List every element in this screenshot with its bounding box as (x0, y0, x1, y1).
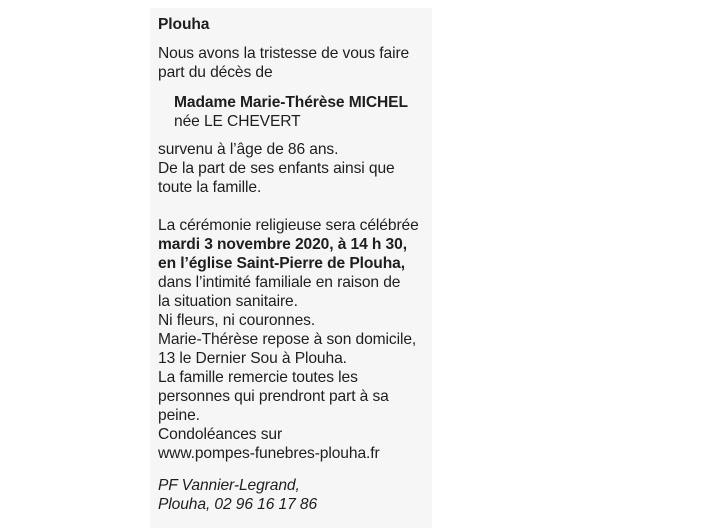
ceremony-date: mardi 3 novembre 2020, à 14 h 30, (158, 236, 407, 253)
ceremony-line-2: la situation sanitaire. (158, 293, 298, 310)
maiden-name: née LE CHEVERT (174, 113, 301, 130)
deceased-name: Madame Marie-Thérèse MICHEL (174, 94, 408, 111)
town-heading: Plouha (158, 16, 210, 33)
funeral-contact: Plouha, 02 96 16 17 86 (158, 496, 318, 513)
ceremony-line-7: personnes qui prendront part à sa (158, 388, 389, 405)
details-line-3: toute la famille. (158, 179, 262, 196)
details-line-1: survenu à l’âge de 86 ans. (158, 141, 339, 158)
ceremony-line-1: dans l’intimité familiale en raison de (158, 274, 401, 291)
ceremony-intro: La cérémonie religieuse sera célébrée (158, 217, 419, 234)
ceremony-line-3: Ni fleurs, ni couronnes. (158, 312, 316, 329)
intro-line-2: part du décès de (158, 64, 273, 81)
ceremony-place: en l’église Saint-Pierre de Plouha, (158, 255, 405, 272)
ceremony-line-6: La famille remercie toutes les (158, 369, 358, 386)
details-line-2: De la part de ses enfants ainsi que (158, 160, 395, 177)
ceremony-line-4: Marie-Thérèse repose à son domicile, (158, 331, 417, 348)
ceremony-line-9: Condoléances sur (158, 426, 283, 443)
funeral-home: PF Vannier-Legrand, (158, 477, 300, 494)
ceremony-line-5: 13 le Dernier Sou à Plouha. (158, 350, 347, 367)
intro-line-1: Nous avons la tristesse de vous faire (158, 45, 410, 62)
ceremony-line-8: peine. (158, 407, 200, 424)
condolences-url: www.pompes-funebres-plouha.fr (158, 445, 380, 462)
